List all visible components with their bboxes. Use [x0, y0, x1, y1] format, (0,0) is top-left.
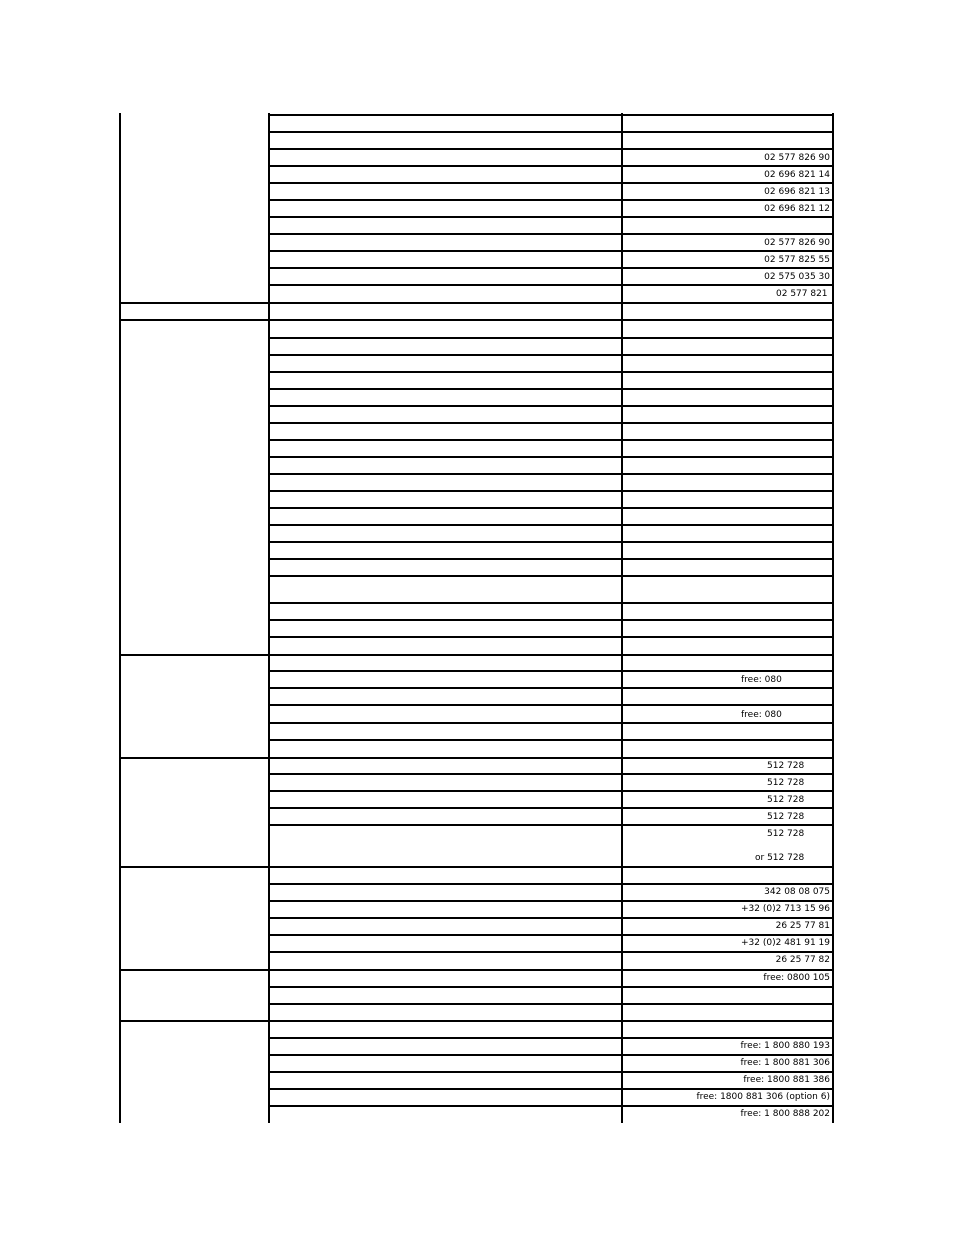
- row-divider: [268, 422, 834, 424]
- row-divider: [268, 490, 834, 492]
- column-divider-country: [268, 113, 270, 1123]
- row-divider: [268, 524, 834, 526]
- section-divider: [119, 866, 834, 868]
- phone-number: 02 696 821 12: [764, 204, 830, 214]
- row-divider: [268, 439, 834, 441]
- phone-number: +32 (0)2 481 91 19: [741, 938, 830, 948]
- phone-number: 342 08 08 075: [764, 887, 830, 897]
- phone-number: or 512 728: [755, 853, 805, 863]
- phone-number: 02 696 821 14: [764, 170, 830, 180]
- row-divider: [268, 602, 834, 604]
- phone-number: free: 1 800 888 202: [740, 1109, 830, 1119]
- row-divider: [268, 199, 834, 201]
- row-divider: [268, 1071, 834, 1073]
- row-divider: [268, 824, 834, 826]
- column-divider-service: [621, 113, 623, 1123]
- phone-number: 512 728: [767, 812, 805, 822]
- row-divider: [268, 284, 834, 286]
- row-divider: [268, 790, 834, 792]
- row-divider: [268, 900, 834, 902]
- row-divider: [268, 233, 834, 235]
- section-divider: [119, 319, 834, 321]
- row-divider: [268, 722, 834, 724]
- row-divider: [268, 883, 834, 885]
- row-divider: [268, 575, 834, 577]
- row-divider: [268, 114, 834, 116]
- row-divider: [268, 456, 834, 458]
- row-divider: [268, 636, 834, 638]
- row-divider: [268, 773, 834, 775]
- section-divider: [119, 654, 834, 656]
- row-divider: [268, 1003, 834, 1005]
- phone-number: 512 728: [767, 761, 805, 771]
- section-divider: [119, 1020, 834, 1022]
- phone-number: free: 080: [741, 675, 782, 685]
- row-divider: [268, 165, 834, 167]
- phone-number: 512 728: [767, 829, 805, 839]
- phone-number: 02 696 821 13: [764, 187, 830, 197]
- row-divider: [268, 216, 834, 218]
- phone-number: free: 1800 881 386: [743, 1075, 830, 1085]
- phone-number: 02 577 825 55: [764, 255, 830, 265]
- row-divider: [268, 267, 834, 269]
- row-divider: [268, 354, 834, 356]
- row-divider: [268, 371, 834, 373]
- phone-number: free: 1800 881 306 (option 6): [696, 1092, 830, 1102]
- row-divider: [268, 388, 834, 390]
- phone-number: free: 1 800 880 193: [740, 1041, 830, 1051]
- row-divider: [268, 250, 834, 252]
- phone-number: 02 575 035 30: [764, 272, 830, 282]
- phone-number: free: 1 800 881 306: [740, 1058, 830, 1068]
- row-divider: [268, 951, 834, 953]
- phone-number: 26 25 77 82: [775, 955, 830, 965]
- phone-number: 512 728: [767, 778, 805, 788]
- row-divider: [268, 1054, 834, 1056]
- phone-number: 26 25 77 81: [775, 921, 830, 931]
- row-divider: [268, 337, 834, 339]
- row-divider: [268, 739, 834, 741]
- row-divider: [268, 131, 834, 133]
- phone-number: +32 (0)2 713 15 96: [741, 904, 830, 914]
- phone-number: 02 577 826 90: [764, 238, 830, 248]
- row-divider: [268, 148, 834, 150]
- section-divider: [119, 302, 834, 304]
- phone-number: 02 577 821: [776, 289, 828, 299]
- section-divider: [119, 969, 834, 971]
- phone-number: free: 080: [741, 710, 782, 720]
- row-divider: [268, 986, 834, 988]
- phone-number: 02 577 826 90: [764, 153, 830, 163]
- phone-number: free: 0800 105: [763, 973, 830, 983]
- phone-number: 512 728: [767, 795, 805, 805]
- row-divider: [268, 687, 834, 689]
- row-divider: [268, 1105, 834, 1107]
- table-right-border: [832, 113, 834, 1123]
- row-divider: [268, 670, 834, 672]
- row-divider: [268, 1088, 834, 1090]
- section-divider: [119, 757, 834, 759]
- row-divider: [268, 182, 834, 184]
- row-divider: [268, 704, 834, 706]
- row-divider: [268, 807, 834, 809]
- table-left-border: [119, 113, 121, 1123]
- row-divider: [268, 917, 834, 919]
- row-divider: [268, 507, 834, 509]
- row-divider: [268, 473, 834, 475]
- row-divider: [268, 405, 834, 407]
- row-divider: [268, 934, 834, 936]
- row-divider: [268, 541, 834, 543]
- row-divider: [268, 619, 834, 621]
- row-divider: [268, 1037, 834, 1039]
- row-divider: [268, 558, 834, 560]
